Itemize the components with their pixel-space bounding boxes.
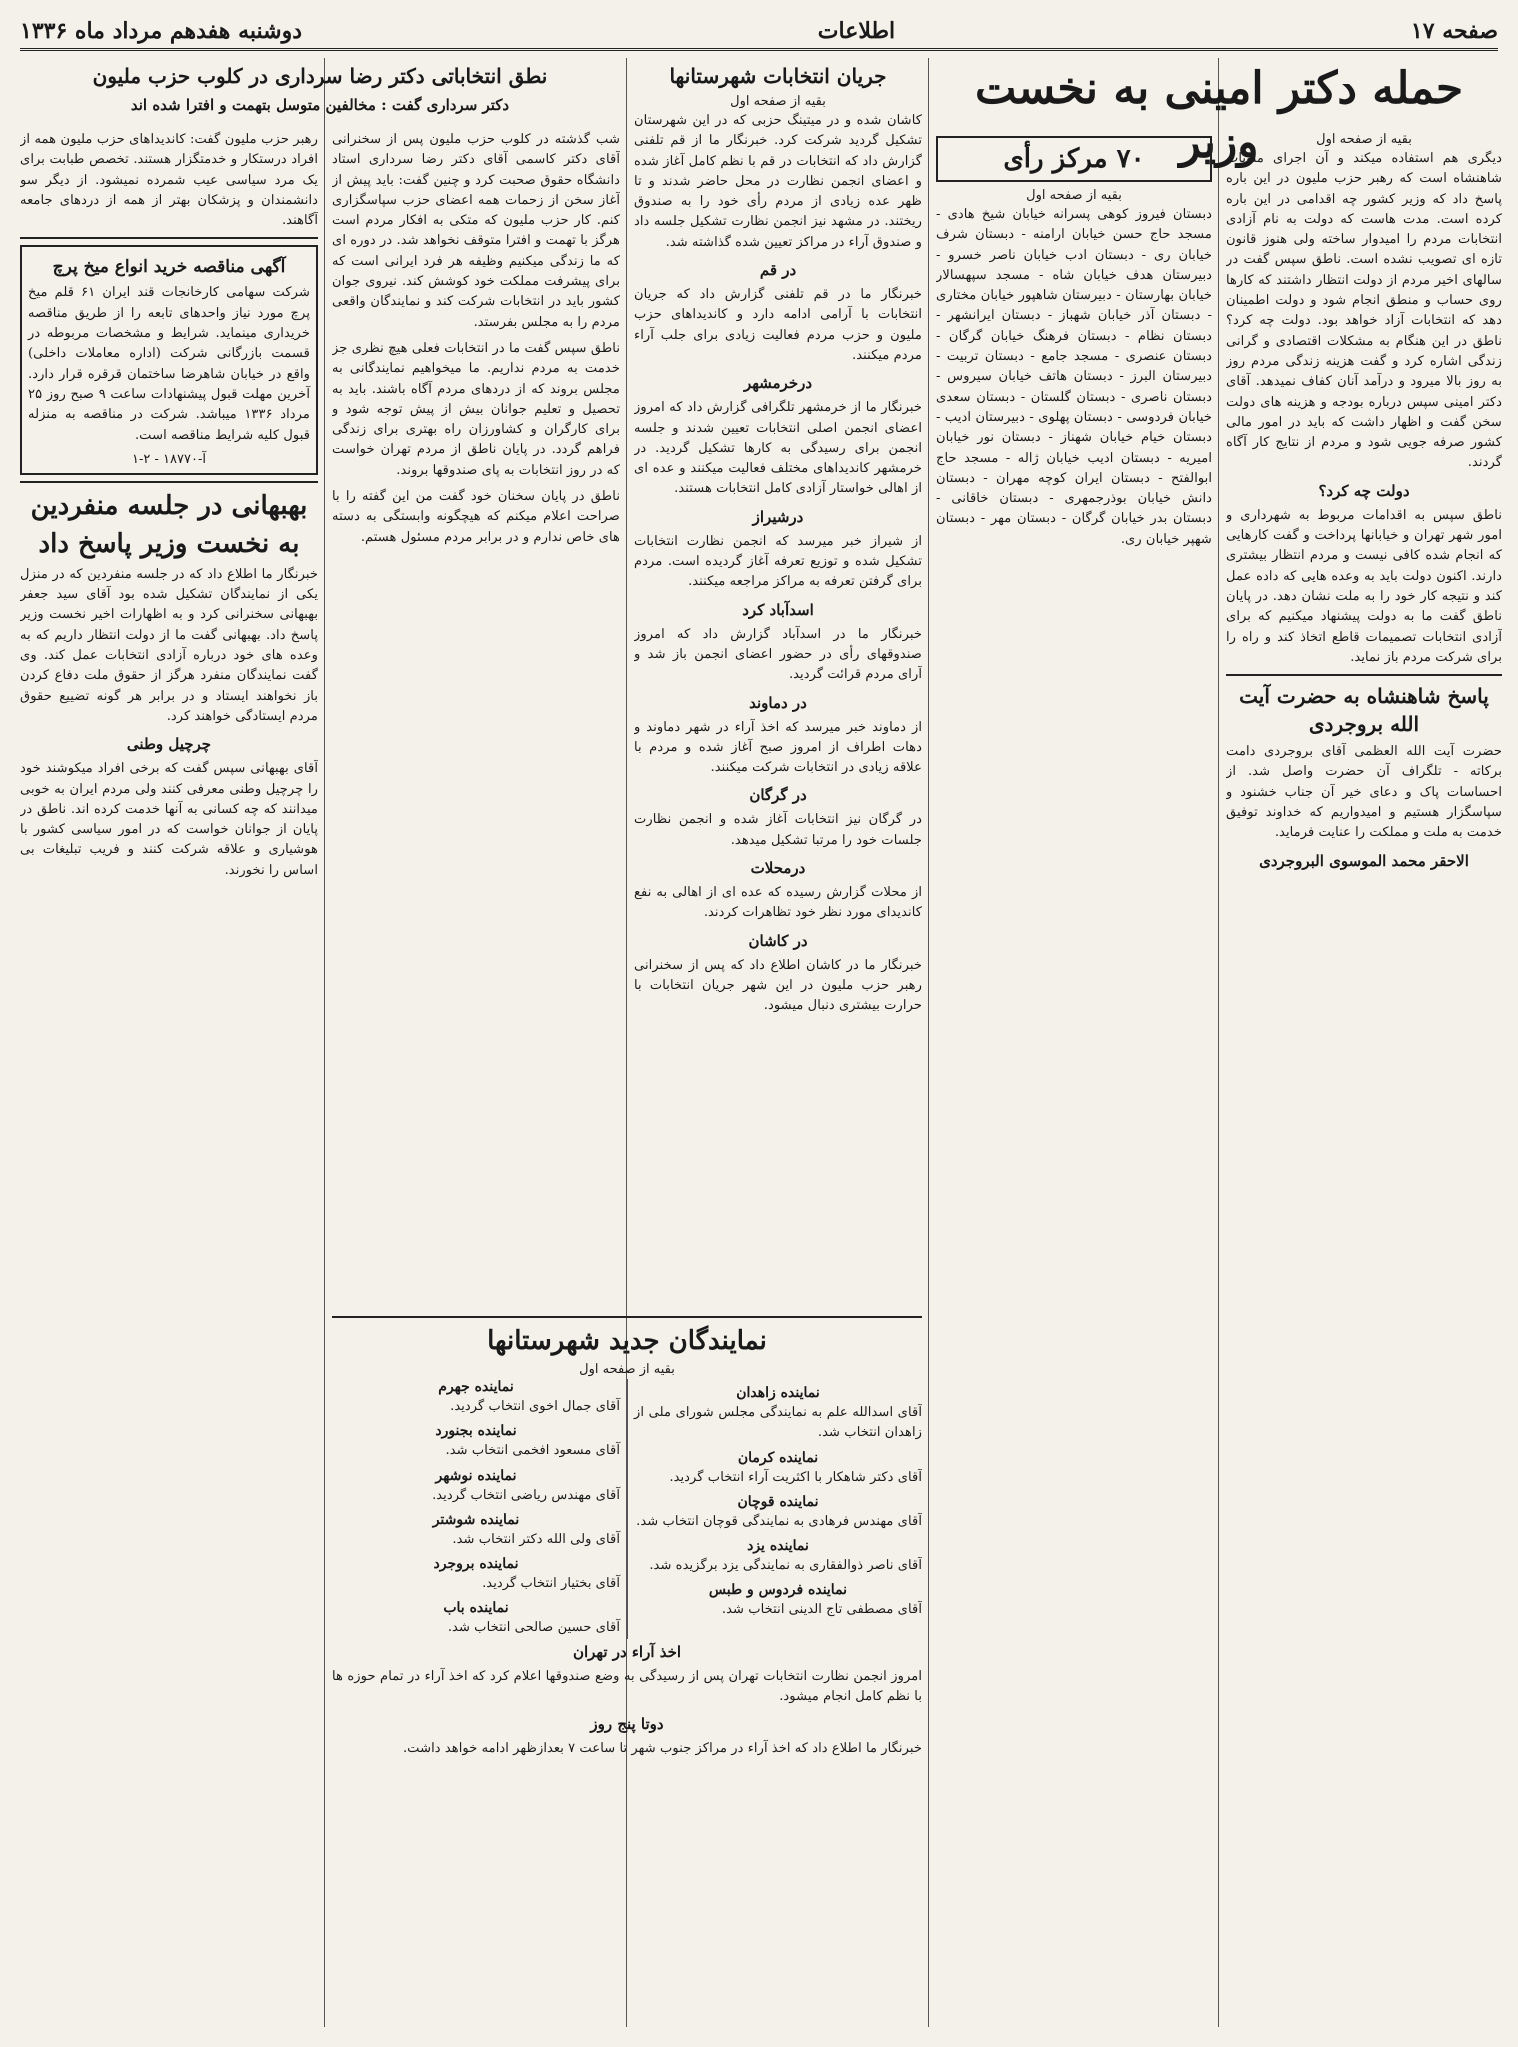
rep-item bbox=[634, 1582, 922, 1620]
rep-item bbox=[332, 1379, 620, 1417]
speech-body-4: ناطق در پایان سخنان خود گفت من این گفته را با صراحت اعلام میکنم که هیچگونه وابستگی به دسته های خاص ندارم و در برابر مردم مسئول هستم. bbox=[332, 489, 620, 545]
amini-column-1 bbox=[1226, 130, 1502, 2027]
issue-date: دوشنبه هفدهم مرداد ماه ۱۳۳۶ bbox=[20, 18, 302, 44]
speech-column-2 bbox=[20, 130, 318, 2027]
speech-body-2: ناطق سپس گفت ما در انتخابات فعلی هیچ نظری جز خدمت به مردم نداریم. ما میخواهیم نمایندگانی به مجلس بروند که از دردهای مردم آگاه باشند. باید به تحصیل و تعلیم جوانان بیش از پیش توجه شود و برای کارگران و کشاورزان راه بهتری برای زندگی فراهم گردد. در پایان ناطق از مردم تهران خواست که در روز انتخابات به پای صندوقها بروند. bbox=[332, 340, 620, 478]
rep-text: آقای حسین صالحی انتخاب شد. bbox=[447, 1620, 620, 1636]
rep-seat: نماینده شوشتر bbox=[432, 1511, 520, 1528]
behbahani-body-2: آقای بهبهانی سپس گفت که برخی افراد میکوشند خود را چرچیل وطنی معرفی کنند ولی مردم ایران به خوبی میدانند که چه کسانی به آنها خدمت کرده اند. ناطق در پایان از جوانان خواست که در امور سیاسی کشور با هوشیاری و علاقه شرکت کنند و فریب تبلیغات بی اساس را نخورند. bbox=[20, 761, 318, 878]
new-reps-kicker: بقیه از صفحه اول bbox=[579, 1362, 675, 1377]
rep-seat: نماینده فردوس و طبس bbox=[708, 1582, 848, 1599]
rep-text: آقای دکتر شاهکار با اکثریت آراء انتخاب گردید. bbox=[669, 1469, 922, 1485]
rep-item bbox=[634, 1385, 922, 1444]
rep-seat: نماینده بروجرد bbox=[433, 1556, 519, 1573]
new-reps-block bbox=[332, 1310, 922, 2027]
speech-body: شب گذشته در کلوب حزب ملیون پس از سخنرانی آقای دکتر کاسمی آقای دکتر رضا سرداری استاد دانشگاه حقوق صحبت کرد و چنین گفت: باید پیش از آغاز سخن از زحمات همه اعضای حزب سپاسگزاری کنم. کار حزب ملیون که متکی به افکار مردم است هرگز با تهمت و افترا متوقف نخواهد شد. در دوره ای که ما زندگی میکنیم وظیفه هر فرد ایرانی است که برای پیشرفت مملکت خود کوشش کند. نیروی جوان کشور باید در انتخابات شرکت کند و نمایندگان واقعی مردم را به مجلس بفرستد. bbox=[332, 132, 620, 330]
rep-item bbox=[332, 1512, 620, 1550]
rep-item bbox=[332, 1468, 620, 1506]
rep-item bbox=[332, 1556, 620, 1594]
rep-seat: نماینده بجنورد bbox=[435, 1423, 517, 1440]
speech-subhead: دکتر سرداری گفت : مخالفین متوسل بتهمت و افترا شده اند bbox=[130, 96, 510, 114]
paper-name: اطلاعات bbox=[817, 18, 896, 44]
column-rule bbox=[324, 58, 325, 2027]
rep-seat: نماینده جهرم bbox=[438, 1379, 514, 1395]
tehran-subhead: اخذ آراء در تهران bbox=[572, 1642, 682, 1661]
cities-subhead: درخرمشهر bbox=[743, 374, 813, 393]
behbahani-body: خبرنگار ما اطلاع داد که در جلسه منفردین که در منزل یکی از نمایندگان تشکیل شده بود آقای سید جعفر بهبهانی سخنرانی کرد و به اظهارات اخیر نخست وزیر پاسخ داد. بهبهانی گفت ما از دولت انتظار داریم که به وعده های خود درباره آزادی انتخابات عمل کند. وی گفت نمایندگان منفرد هرگز از حقوق ملت دفاع کردن باز نخواهند ایستاد و در برابر هر گونه تضییع حقوق مردم ایستادگی خواهند کرد. bbox=[20, 566, 318, 724]
divider bbox=[20, 481, 318, 483]
page-header bbox=[20, 14, 1498, 51]
new-reps-list bbox=[332, 1379, 922, 1639]
amini-subhead: دولت چه کرد؟ bbox=[1318, 481, 1410, 500]
rep-seat: نماینده قوچان bbox=[737, 1493, 819, 1510]
cities-kicker: بقیه از صفحه اول bbox=[730, 94, 826, 109]
rep-item bbox=[332, 1600, 620, 1638]
cities-body-4: از شیراز خبر میرسد که انجمن نظارت انتخابات تشکیل شده و توزیع تعرفه آغاز گردیده است. مردم برای گرفتن تعرفه به مراکز مراجعه میکنند. bbox=[634, 533, 922, 590]
behbahani-headline-2: به نخست وزیر پاسخ داد bbox=[38, 528, 300, 559]
rep-text: آقای بختیار انتخاب گردید. bbox=[482, 1576, 620, 1592]
pipe-ad bbox=[20, 245, 318, 474]
behbahani-subhead: چرچیل وطنی bbox=[126, 735, 212, 754]
rep-seat: نماینده زاهدان bbox=[736, 1385, 820, 1401]
poll-column bbox=[936, 130, 1212, 2027]
pipe-ad-ref: آ-۱۸۷۷۰ - ۲-۱ bbox=[132, 451, 206, 467]
cities-subhead: در کاشان bbox=[748, 931, 808, 950]
speech-column-1 bbox=[332, 130, 620, 1287]
amini-body: دیگری هم استفاده میکند و آن اجرای منویات شاهنشاه است که رهبر حزب ملیون در این باره پاسخ داد که وزیر کشور چه اقدامی در این باره کرده است. مدت هاست که دولت به نام آزادی انتخابات مردم را امیدوار ساخته ولی هنوز قانون تازه ای تصویب نشده است. ناطق سپس گفت در سالهای اخیر مردم از دولت انتظار داشتند که کارها روی حساب و منطق انجام شود و دولت اطمینان دهد که انتخابات آزاد خواهد بود. دولت چه کرد؟ ناطق در این هنگام به مشکلات اقتصادی و گرانی زندگی اشاره کرد و گفت هزینه زندگی مردم روز به روز بالا میرود و درآمد آنان کفاف نمیدهد. آقای دکتر امینی سپس درباره بودجه و هزینه های دولت سخن گفت و اظهار داشت که باید در امور مالی کشور صرفه جویی شود و مردم از نتایج کار آگاه گردند. bbox=[1226, 151, 1502, 471]
rep-text: آقای مصطفی تاج الدینی انتخاب شد. bbox=[721, 1602, 922, 1618]
tehran-body: امروز انجمن نظارت انتخابات تهران پس از رسیدگی به وضع صندوقها اعلام کرد که اخذ آراء در تمام حوزه ها با نظم کامل انجام میشود. bbox=[332, 1668, 922, 1705]
rep-text: آقای اسدالله علم به نمایندگی مجلس شورای ملی از زاهدان انتخاب شد. bbox=[634, 1405, 922, 1441]
pipe-ad-title: آگهی مناقصه خرید انواع میخ پرچ bbox=[52, 257, 286, 278]
column-rule bbox=[1218, 58, 1219, 2027]
poll-body: دبستان فیروز کوهی پسرانه خیابان شیخ هادی - مسجد حاج حسن خیابان ارامنه - دبستان شرف خیابان ری - دبستان ادب خیابان ناصر خسرو - دبیرستان هدف خیابان شاه - مسجد سپهسالار خیابان بهارستان - دبیرستان شاهپور خیابان مختاری - دبستان آذر خیابان شهباز - دبستان ایرانشهر - دبستان نظام - دبستان فرهنگ خیابان گرگان - دبستان عنصری - مسجد جامع - دبستان تربیت - دبیرستان البرز - دبستان هاتف خیابان سیروس - دبستان ناصری - دبستان گلستان - دبستان سعدی خیابان فردوسی - دبستان پهلوی - دبیرستان ادیب - دبستان خیام خیابان شهناز - دبستان نور خیابان امیریه - دبستان ادیب خیابان ژاله - مسجد حاج ابوالفتح - دبستان ایران کوچه مهران - دبستان دانش خیابان بوذرجمهری - دبستان خاقانی - دبستان بدر خیابان گرگان - دبستان مهر - دبستان شهپر خیابان ری. bbox=[936, 207, 1212, 547]
cities-body-9: خبرنگار ما در کاشان اطلاع داد که پس از سخنرانی رهبر حزب ملیون در این شهر جریان انتخابات با حرارت بیشتری دنبال میشود. bbox=[634, 957, 922, 1014]
page-number: صفحه ۱۷ bbox=[1410, 18, 1498, 44]
amini-body-2: ناطق سپس به اقدامات مربوط به شهرداری و امور شهر تهران و خیابانها پرداخت و گفت کارهایی که انجام شده کافی نیست و مردم انتظار بیشتری دارند. اکنون دولت باید به وعده هایی که داده عمل کند و نتیجه کار خود را به ملت نشان دهد. در پایان ناطق گفت ما به دولت پیشنهاد میکنیم که برای آزادی انتخابات تصمیمات قاطع اتخاذ کند و راه را برای شرکت مردم باز نماید. bbox=[1226, 507, 1502, 665]
cities-headline: جریان انتخابات شهرستانها bbox=[669, 64, 887, 88]
behbahani-headline: بهبهانی در جلسه منفردین bbox=[30, 490, 308, 521]
cities-body-3: خبرنگار ما از خرمشهر تلگرافی گزارش داد که امروز اعضای انجمن اصلی انتخابات تعیین شدند و جلسه انجمن برای رسیدگی به کارها تشکیل گردید. در خرمشهر کاندیداهای مختلف فعالیت میکنند و عده ای از اهالی خواستار آزادی کامل انتخابات هستند. bbox=[634, 400, 922, 497]
cities-subhead: در قم bbox=[759, 261, 797, 280]
poll-reply-body: حضرت آیت الله العظمی آقای بروجردی دامت برکاته - تلگراف آن حضرت واصل شد. از احساسات پاک و دعای خیر آن جناب خشنود و سپاسگزار هستیم و امیدواریم که خداوند توفیق خدمت به ملت و مملکت را عنایت فرماید. bbox=[1226, 744, 1502, 841]
rep-text: آقای مهندس ریاضی انتخاب گردید. bbox=[432, 1487, 620, 1503]
rep-text: آقای جمال اخوی انتخاب گردید. bbox=[450, 1399, 620, 1414]
rep-seat: نماینده یزد bbox=[747, 1538, 809, 1555]
column-rule bbox=[928, 58, 929, 2027]
rep-item bbox=[634, 1494, 922, 1532]
cities-subhead: اسدآباد کرد bbox=[742, 600, 814, 619]
speech-body-3: رهبر حزب ملیون گفت: کاندیداهای حزب ملیون همه از افراد درستکار و خدمتگزار هستند. تخصص طبابت برای یک مرد سیاسی عیب شمرده نمیشود. از دیگر سو دانشمندان و پزشکان بهتر از همه از دردهای جامعه آگاهند. bbox=[20, 132, 318, 229]
rep-item bbox=[634, 1538, 922, 1576]
amini-headline: حمله دکتر امینی به نخست وزیر bbox=[974, 63, 1464, 168]
divider bbox=[332, 1316, 922, 1318]
rep-text: آقای مهندس فرهادی به نمایندگی قوچان انتخاب شد. bbox=[636, 1513, 922, 1529]
cities-body-2: خبرنگار ما در قم تلفنی گزارش داد که جریان انتخابات با آرامی ادامه دارد و کاندیداهای حزب ملیون و حزب مردم فعالیت زیادی برای جلب آراء مردم میکنند. bbox=[634, 287, 922, 363]
rep-item bbox=[634, 1450, 922, 1488]
cities-subhead: در گرگان bbox=[749, 786, 807, 805]
speech-headline: نطق انتخاباتی دکتر رضا سرداری در کلوب حزب ملیون bbox=[92, 64, 548, 88]
rep-seat: نماینده نوشهر bbox=[435, 1467, 517, 1484]
cities-body-6: از دماوند خبر میرسد که اخذ آراء در شهر دماوند و دهات اطراف از امروز صبح آغاز شده و مردم با علاقه زیادی در انتخابات شرکت میکنند. bbox=[634, 719, 922, 776]
rep-text: آقای مسعود افخمی انتخاب شد. bbox=[445, 1443, 620, 1459]
cities-body: کاشان شده و در میتینگ حزبی که در این شهرستان تشکیل گردید شرکت کرد. خبرنگار ما از قم تلفنی گزارش داد که انتخابات در قم با نظم کامل آغاز شده و اعضای انجمن نظارت در محل حاضر شدند و تا ظهر عده زیادی از مردم رأی خود را به صندوق ریختند. در مشهد نیز انجمن نظارت تشکیل جلسه داد و صندوق آراء در مراکز تعیین شده گذاشته شد. bbox=[634, 113, 922, 250]
cities-body-7: در گرگان نیز انتخابات آغاز شده و انجمن نظارت جلسات خود را مرتبا تشکیل میدهد. bbox=[634, 812, 922, 848]
rep-text: آقای ولی الله دکتر انتخاب شد. bbox=[452, 1531, 620, 1547]
divider bbox=[1226, 674, 1502, 676]
poll-headline: ۷۰ مرکز رأی bbox=[936, 136, 1212, 182]
new-reps-headline: نمایندگان جدید شهرستانها bbox=[487, 1326, 767, 1356]
rep-text: آقای ناصر ذوالفقاری به نمایندگی یزد برگزیده شد. bbox=[649, 1558, 922, 1574]
ballot-subhead: دوتا پنج روز bbox=[590, 1715, 664, 1734]
rep-item bbox=[332, 1423, 620, 1461]
cities-subhead: در دماوند bbox=[749, 693, 807, 712]
cities-subhead: درشیراز bbox=[752, 507, 804, 526]
amini-kicker: بقیه از صفحه اول bbox=[1316, 132, 1412, 147]
cities-subhead: درمحلات bbox=[750, 859, 806, 878]
cities-body-5: خبرنگار ما در اسدآباد گزارش داد که امروز صندوقهای رأی در حضور اعضای انجمن باز شد و آرای مردم قرائت گردید. bbox=[634, 626, 922, 683]
poll-kicker: بقیه از صفحه اول bbox=[1026, 188, 1122, 203]
poll-reply-subhead: پاسخ شاهنشاه به حضرت آیت الله بروجردی bbox=[1239, 684, 1489, 737]
ballot-body: خبرنگار ما اطلاع داد که اخذ آراء در مراکز جنوب شهر تا ساعت ۷ بعدازظهر ادامه خواهد داشت. bbox=[402, 1741, 922, 1757]
pipe-ad-body: شرکت سهامی کارخانجات قند ایران ۶۱ قلم میخ پرچ مورد نیاز واحدهای تابعه را از طریق مناقصه خریداری مینماید. شرایط و مشخصات مربوطه در قسمت بازرگانی شرکت (اداره معاملات داخلی) واقع در خیابان شاهرضا ساختمان قرقره قرار دارد. آخرین مهلت قبول پیشنهادات ساعت ۹ صبح روز ۲۵ مرداد ۱۳۳۶ میباشد. شرکت در مناقصه به منزله قبول کلیه شرایط مناقصه است. bbox=[28, 285, 310, 443]
divider bbox=[20, 237, 318, 239]
rep-seat: نماینده کرمان bbox=[737, 1449, 819, 1466]
cities-body-8: از محلات گزارش رسیده که عده ای از اهالی به نفع کاندیدای مورد نظر خود تظاهرات کردند. bbox=[634, 885, 922, 921]
rep-seat: نماینده باب bbox=[443, 1600, 509, 1617]
poll-reply-signature: الاحقر محمد الموسوی البروجردی bbox=[1259, 851, 1469, 870]
